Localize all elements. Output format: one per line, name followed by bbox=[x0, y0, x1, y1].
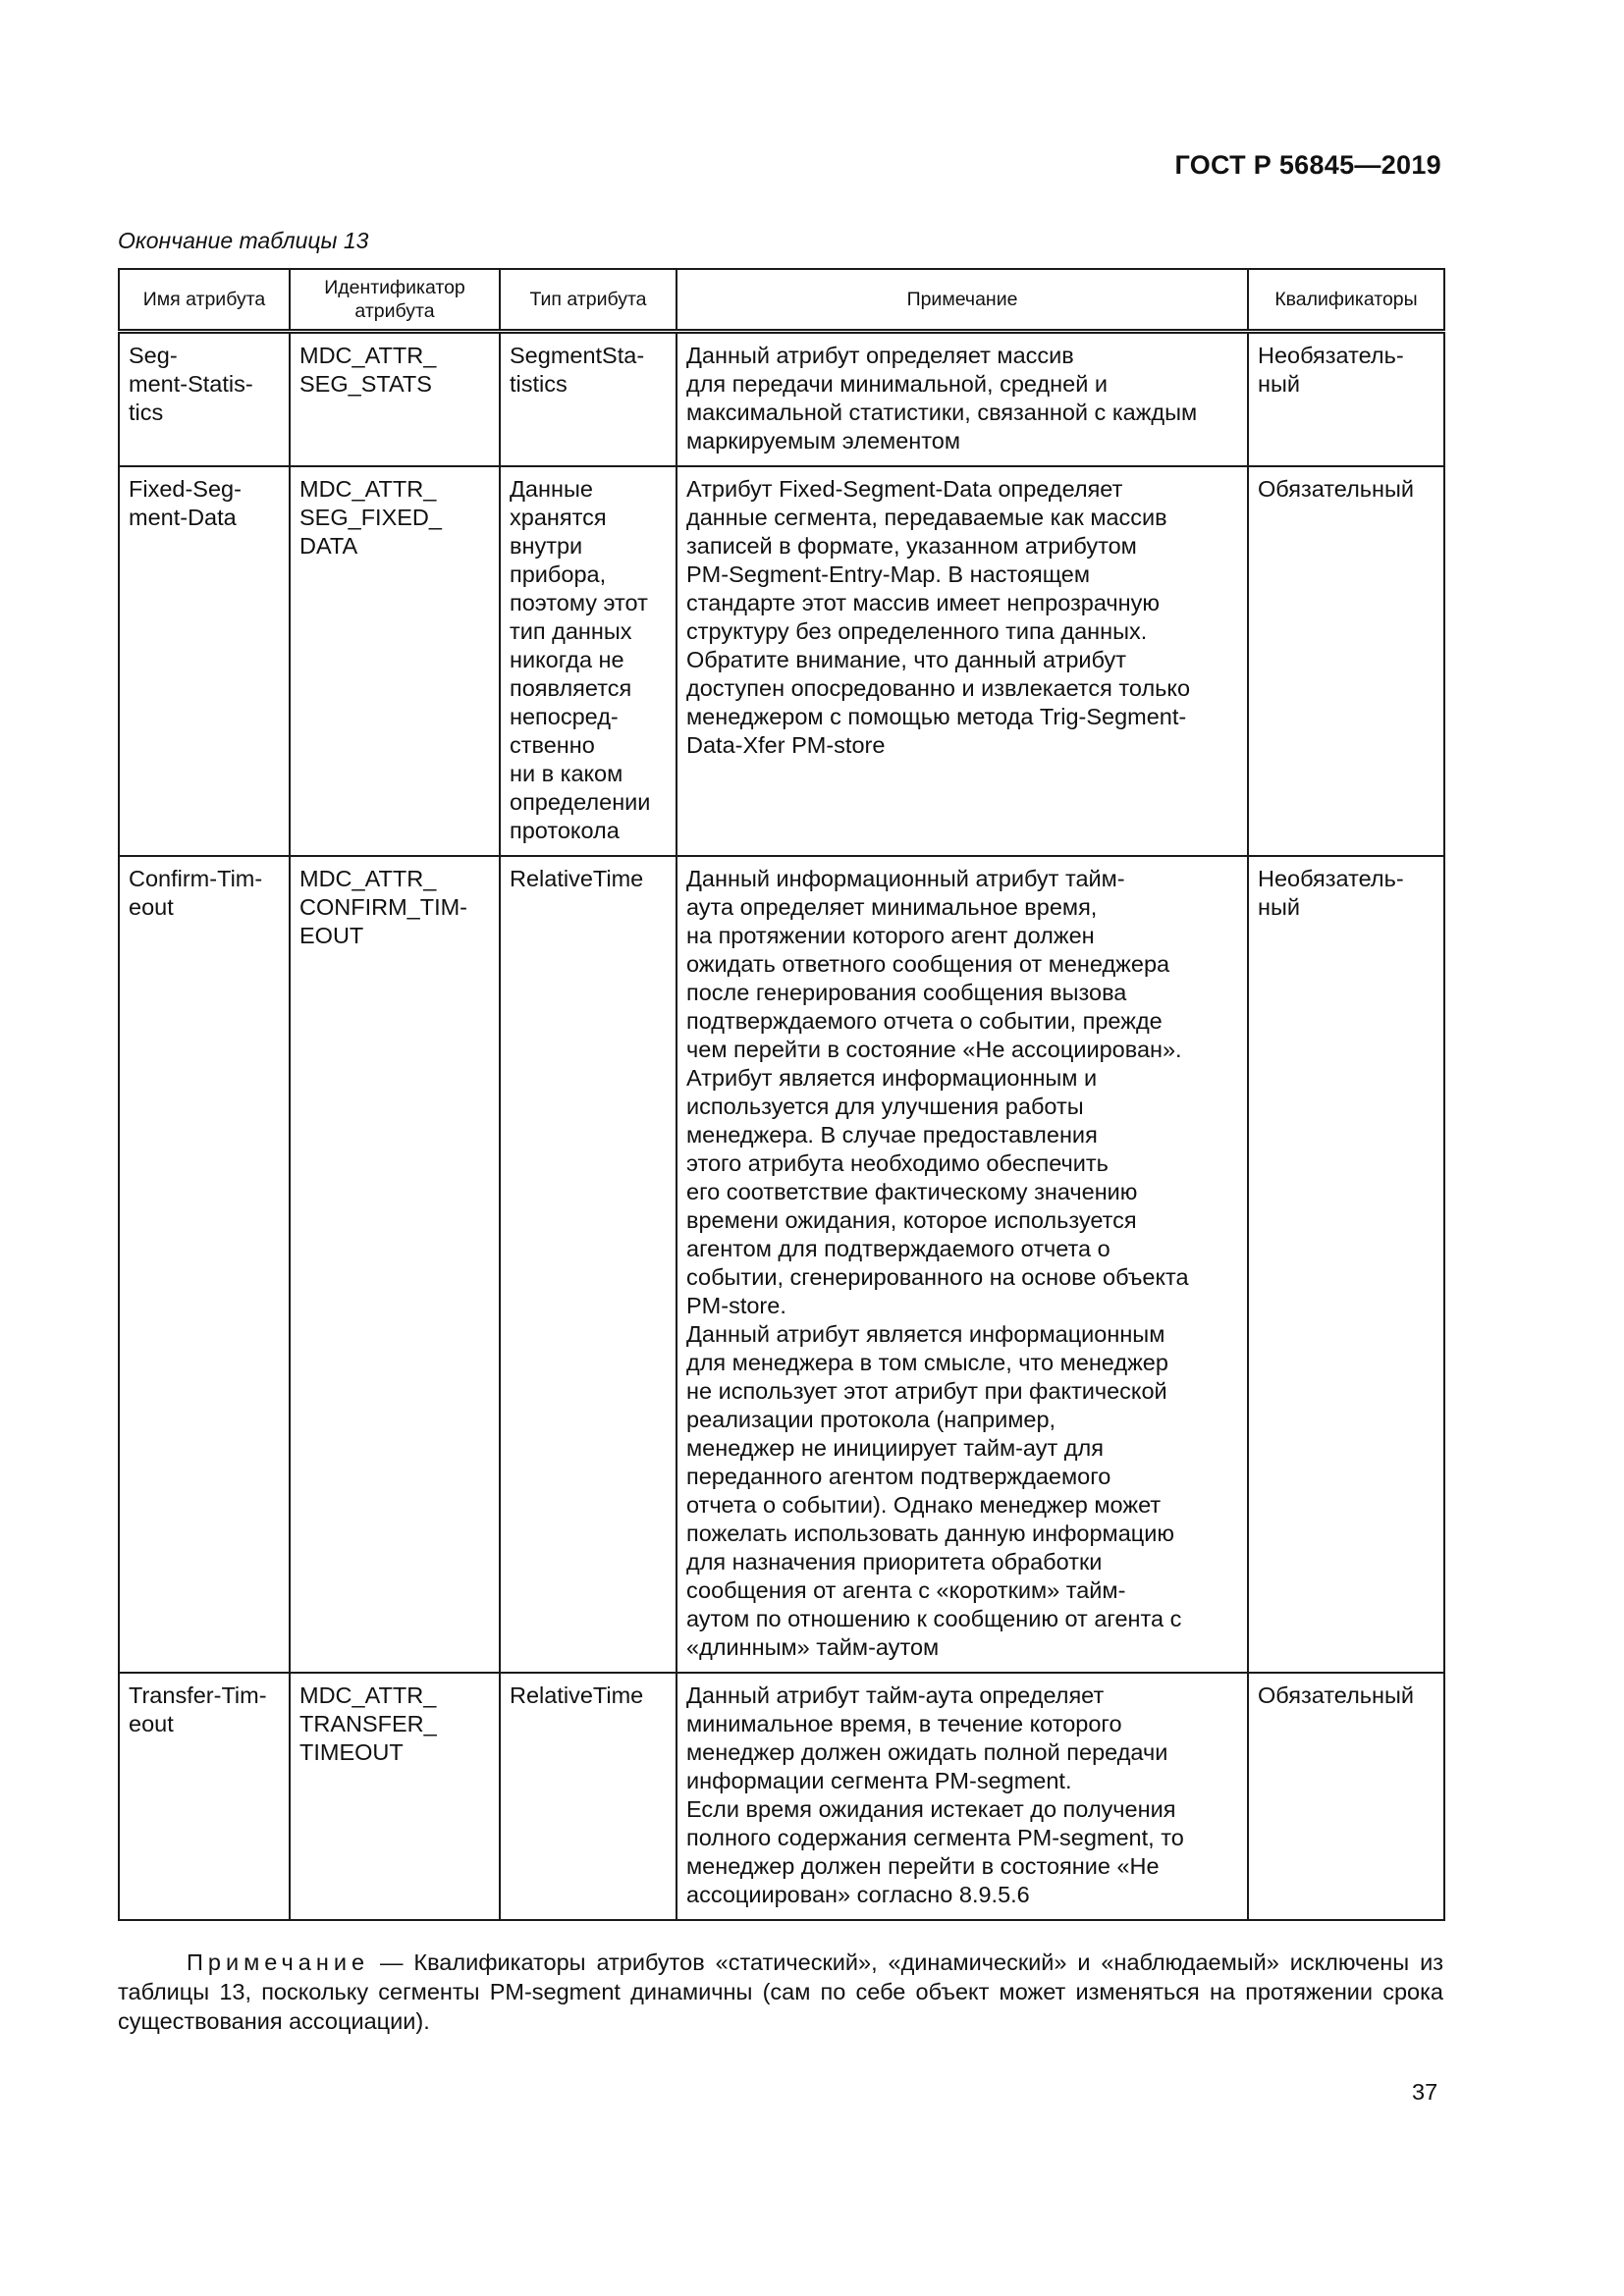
table-row bbox=[119, 856, 1444, 1673]
cell-attribute-type: RelativeTime bbox=[500, 856, 677, 1673]
table-row bbox=[119, 466, 1444, 856]
cell-attribute-id: MDC_ATTR_ SEG_FIXED_ DATA bbox=[290, 466, 500, 856]
cell-attribute-type: Данные хранятся внутри прибора, поэтому этот тип данных никогда не появляется непосред- ственно ни в каком определении протокола bbox=[500, 466, 677, 856]
cell-attribute-note: Данный атрибут определяет массив для передачи минимальной, средней и максимальной статистики, связанной с каждым маркируемым элементом bbox=[677, 332, 1248, 467]
cell-attribute-name: Confirm-Tim- eout bbox=[119, 856, 290, 1673]
table-row bbox=[119, 1673, 1444, 1920]
column-header-name: Имя атрибута bbox=[119, 269, 290, 332]
cell-attribute-qualifier: Необязатель- ный bbox=[1248, 332, 1444, 467]
cell-attribute-qualifier: Обязательный bbox=[1248, 1673, 1444, 1920]
table-footnote bbox=[118, 1948, 1443, 2036]
column-header-id: Идентификатор атрибута bbox=[290, 269, 500, 332]
column-header-note: Примечание bbox=[677, 269, 1248, 332]
cell-attribute-id: MDC_ATTR_ CONFIRM_TIM- EOUT bbox=[290, 856, 500, 1673]
table-row bbox=[119, 332, 1444, 467]
cell-attribute-note: Данный атрибут тайм-аута определяет минимальное время, в течение которого менеджер должен ожидать полной передачи информации сегмента PM-segment. Если время ожидания истекает до получения полного содержания сегмента PM-segment, то менеджер должен перейти в состояние «Не ассоциирован» согласно 8.9.5.6 bbox=[677, 1673, 1248, 1920]
cell-attribute-name: Fixed-Seg- ment-Data bbox=[119, 466, 290, 856]
footnote-text: — Квалификаторы атрибутов «статический», «динамический» и «наблюдаемый» исключены из таблицы 13, поскольку сегменты PM-segment динамичны (сам по себе объект может изменяться на протяжении срока существования ассоциации). bbox=[118, 1949, 1443, 2034]
cell-attribute-name: Transfer-Tim- eout bbox=[119, 1673, 290, 1920]
cell-attribute-qualifier: Необязатель- ный bbox=[1248, 856, 1444, 1673]
document-code: ГОСТ Р 56845—2019 bbox=[1174, 150, 1441, 180]
cell-attribute-id: MDC_ATTR_ TRANSFER_ TIMEOUT bbox=[290, 1673, 500, 1920]
cell-attribute-qualifier: Обязательный bbox=[1248, 466, 1444, 856]
column-header-type: Тип атрибута bbox=[500, 269, 677, 332]
table-caption: Окончание таблицы 13 bbox=[118, 228, 369, 253]
page-number: 37 bbox=[1412, 2079, 1438, 2105]
attributes-table bbox=[118, 268, 1445, 1921]
cell-attribute-name: Seg- ment-Statis- tics bbox=[119, 332, 290, 467]
cell-attribute-id: MDC_ATTR_ SEG_STATS bbox=[290, 332, 500, 467]
column-header-qualifier: Квалификаторы bbox=[1248, 269, 1444, 332]
cell-attribute-note: Атрибут Fixed-Segment-Data определяет данные сегмента, передаваемые как массив записей в формате, указанном атрибутом PM-Segment-Entry-Map. В настоящем стандарте этот массив имеет непрозрачную структуру без определенного типа данных. Обратите внимание, что данный атрибут доступен опосредованно и извлекается только менеджером с помощью метода Trig-Segment- Data-Xfer PM-store bbox=[677, 466, 1248, 856]
footnote-label: Примечание bbox=[187, 1949, 370, 1975]
cell-attribute-note: Данный информационный атрибут тайм- аута определяет минимальное время, на протяжении которого агент должен ожидать ответного сообщения от менеджера после генерирования сообщения вызова подтверждаемого отчета о событии, прежде чем перейти в состояние «Не ассоциирован». Атрибут является информационным и используется для улучшения работы менеджера. В случае предоставления этого атрибута необходимо обеспечить его соответствие фактическому значению времени ожидания, которое используется агентом для подтверждаемого отчета о событии, сгенерированного на основе объекта PM-store. Данный атрибут является информационным для менеджера в том смысле, что менеджер не использует этот атрибут при фактической реализации протокола (например, менеджер не инициирует тайм-аут для переданного агентом подтверждаемого отчета о событии). Однако менеджер может пожелать использовать данную информацию для назначения приоритета обработки сообщения от агента с «коротким» тайм- аутом по отношению к сообщению от агента с «длинным» тайм-аутом bbox=[677, 856, 1248, 1673]
cell-attribute-type: SegmentSta- tistics bbox=[500, 332, 677, 467]
table-header-row bbox=[119, 269, 1444, 332]
cell-attribute-type: RelativeTime bbox=[500, 1673, 677, 1920]
